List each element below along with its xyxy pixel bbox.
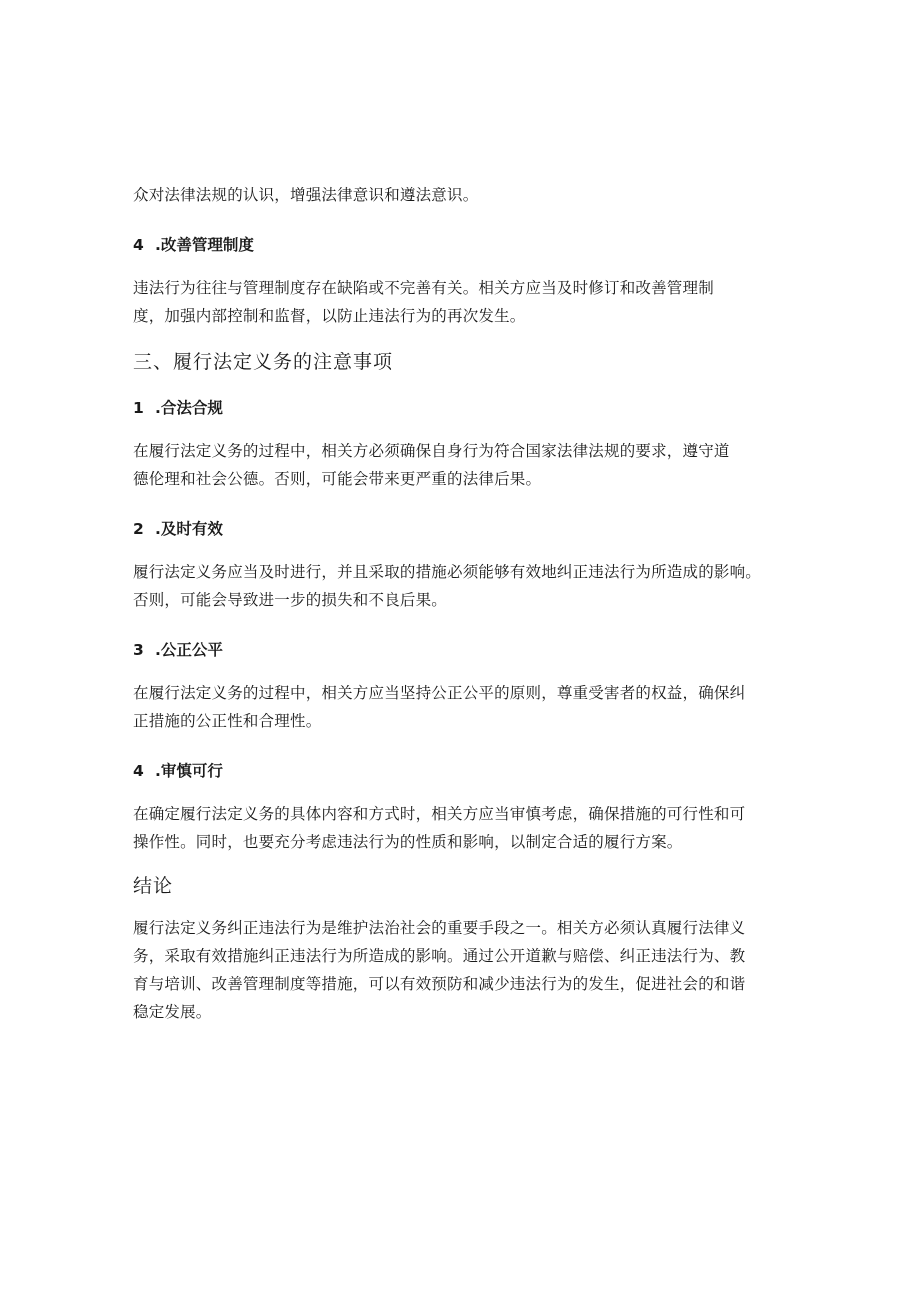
item-heading-timely-effective [133,517,813,541]
section-heading-precautions: 三、履行法定义务的注意事项 [133,351,394,373]
document-body [133,181,813,1026]
item-title: .及时有效 [155,520,223,538]
item-heading-prudent-feasible [133,759,813,783]
paragraph-improve-management: 违法行为往往与管理制度存在缺陷或不完善有关。相关方应当及时修订和改善管理制 度，加强内部控制和监督，以防止违法行为的再次发生。 [133,279,714,325]
paragraph-timely-effective: 履行法定义务应当及时进行，并且采取的措施必须能够有效地纠正违法行为所造成的影响。 否则，可能会导致进一步的损失和不良后果。 [133,563,762,609]
paragraph-continued: 众对法律法规的认识，增强法律意识和遵法意识。 [133,186,479,204]
item-number: 4 [133,236,144,254]
item-title: .改善管理制度 [155,236,254,254]
item-title: .公正公平 [155,641,223,659]
item-number: 2 [133,520,144,538]
item-heading-fair-just [133,638,813,662]
paragraph-prudent-feasible: 在确定履行法定义务的具体内容和方式时，相关方应当审慎考虑，确保措施的可行性和可 操作性。同时，也要充分考虑违法行为的性质和影响，以制定合适的履行方案。 [133,805,746,851]
item-title: .审慎可行 [155,762,223,780]
item-number: 1 [133,399,144,417]
item-title: .合法合规 [155,399,223,417]
item-number: 4 [133,762,144,780]
paragraph-fair-just: 在履行法定义务的过程中，相关方应当坚持公正公平的原则，尊重受害者的权益，确保纠 正措施的公正性和合理性。 [133,684,746,730]
item-number: 3 [133,641,144,659]
item-heading-improve-management [133,233,813,257]
item-heading-legal-compliance [133,396,813,420]
paragraph-conclusion: 履行法定义务纠正违法行为是维护法治社会的重要手段之一。相关方必须认真履行法律义 务，采取有效措施纠正违法行为所造成的影响。通过公开道歉与赔偿、纠正违法行为、教 育与培训、改善管理制度等措施，可以有效预防和减少违法行为的发生，促进社会的和谐 稳定发展。 [133,919,746,1021]
section-heading-conclusion: 结论 [133,875,174,897]
paragraph-legal-compliance: 在履行法定义务的过程中，相关方必须确保自身行为符合国家法律法规的要求，遵守道 德伦理和社会公德。否则，可能会带来更严重的法律后果。 [133,442,730,488]
